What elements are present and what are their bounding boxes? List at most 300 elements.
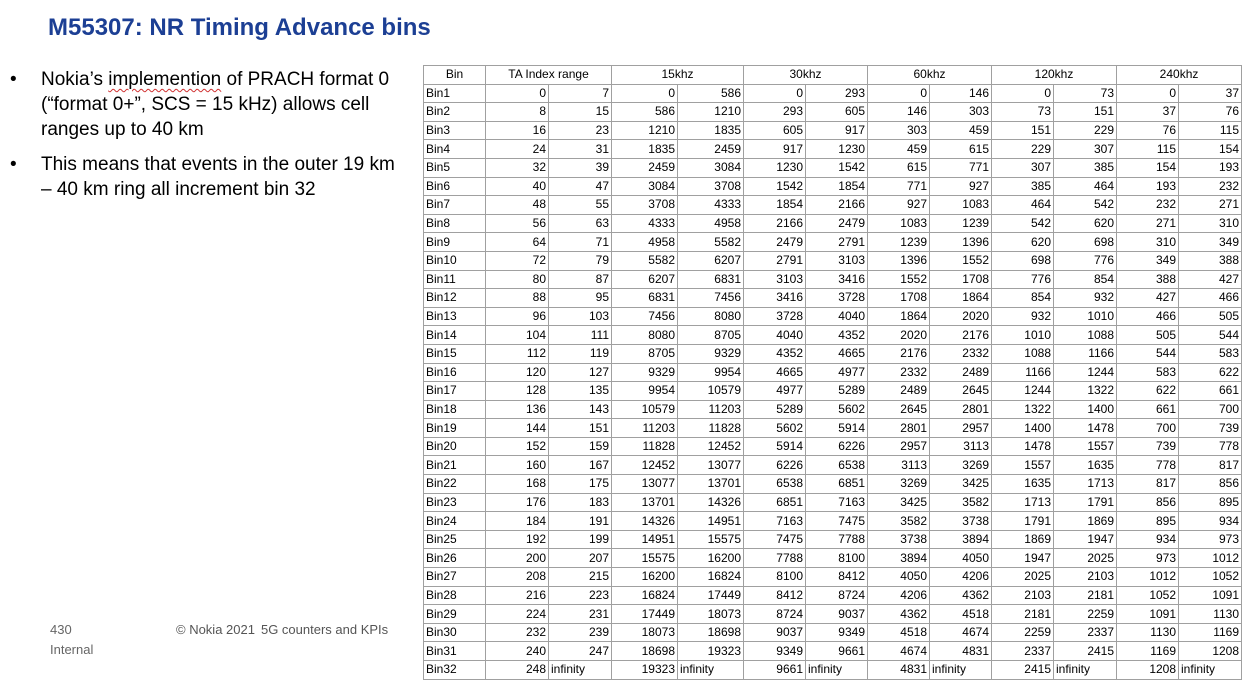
table-row: [424, 214, 1242, 233]
table-cell: 5582: [612, 251, 678, 270]
table-cell: 3425: [930, 475, 992, 494]
bin-label-cell: Bin16: [424, 363, 486, 382]
table-cell: 167: [549, 456, 612, 475]
bullet-marker: •: [10, 154, 17, 175]
table-cell: 1230: [744, 158, 806, 177]
table-cell: 146: [868, 103, 930, 122]
table-cell: 1947: [992, 549, 1054, 568]
table-cell: 16824: [612, 586, 678, 605]
bin-label-cell: Bin3: [424, 121, 486, 140]
table-cell: 3084: [678, 158, 744, 177]
table-cell: 8412: [806, 568, 868, 587]
table-cell: 2181: [992, 605, 1054, 624]
table-cell: 2176: [868, 344, 930, 363]
table-cell: 586: [678, 84, 744, 103]
bin-label-cell: Bin26: [424, 549, 486, 568]
table-cell: 700: [1179, 400, 1242, 419]
bullet-item: [10, 67, 410, 142]
table-cell: 0: [992, 84, 1054, 103]
table-cell: 160: [486, 456, 549, 475]
table-row: [424, 419, 1242, 438]
table-cell: 307: [992, 158, 1054, 177]
table-cell: 7788: [806, 530, 868, 549]
table-cell: 4665: [806, 344, 868, 363]
table-cell: 9329: [678, 344, 744, 363]
table-row: [424, 84, 1242, 103]
table-cell: 95: [549, 289, 612, 308]
table-cell: 542: [992, 214, 1054, 233]
table-cell: 2801: [868, 419, 930, 438]
table-cell: 459: [930, 121, 992, 140]
table-row: [424, 661, 1242, 680]
header-60khz: 60khz: [868, 66, 992, 85]
table-cell: 18698: [678, 623, 744, 642]
table-cell: 8100: [744, 568, 806, 587]
table-cell: 240: [486, 642, 549, 661]
table-cell: 1869: [1054, 512, 1117, 531]
table-cell: 9661: [744, 661, 806, 680]
table-cell: 1869: [992, 530, 1054, 549]
table-cell: 1322: [992, 400, 1054, 419]
table-cell: 4518: [930, 605, 992, 624]
table-cell: 6207: [612, 270, 678, 289]
table-cell: 1210: [612, 121, 678, 140]
table-cell: 349: [1179, 233, 1242, 252]
table-cell: 8080: [612, 326, 678, 345]
table-cell: 14326: [678, 493, 744, 512]
table-cell: 427: [1117, 289, 1179, 308]
table-cell: 127: [549, 363, 612, 382]
bin-label-cell: Bin8: [424, 214, 486, 233]
table-cell: 232: [486, 623, 549, 642]
table-cell: 583: [1179, 344, 1242, 363]
table-cell: 2020: [930, 307, 992, 326]
table-cell: 32: [486, 158, 549, 177]
table-cell: 854: [1054, 270, 1117, 289]
table-cell: 8705: [678, 326, 744, 345]
table-cell: 505: [1117, 326, 1179, 345]
table-cell: 4333: [678, 196, 744, 215]
table-cell: 183: [549, 493, 612, 512]
table-cell: 10579: [612, 400, 678, 419]
bin-label-cell: Bin32: [424, 661, 486, 680]
table-cell: 4518: [868, 623, 930, 642]
table-cell: 7163: [744, 512, 806, 531]
table-cell: 2479: [806, 214, 868, 233]
table-cell: 7456: [612, 307, 678, 326]
table-cell: 271: [1179, 196, 1242, 215]
table-cell: 771: [930, 158, 992, 177]
table-cell: 932: [1054, 289, 1117, 308]
table-cell: 193: [1117, 177, 1179, 196]
table-cell: 232: [1117, 196, 1179, 215]
table-cell: 4831: [930, 642, 992, 661]
table-row: [424, 307, 1242, 326]
table-cell: 152: [486, 437, 549, 456]
table-cell: 0: [1117, 84, 1179, 103]
table-cell: 12452: [678, 437, 744, 456]
bin-label-cell: Bin28: [424, 586, 486, 605]
bin-label-cell: Bin27: [424, 568, 486, 587]
table-cell: 7788: [744, 549, 806, 568]
table-cell: 248: [486, 661, 549, 680]
table-row: [424, 456, 1242, 475]
table-cell: 4958: [612, 233, 678, 252]
table-cell: 239: [549, 623, 612, 642]
table-cell: 9954: [678, 363, 744, 382]
table-cell: 1322: [1054, 382, 1117, 401]
table-cell: 464: [1054, 177, 1117, 196]
table-cell: 13701: [612, 493, 678, 512]
table-cell: 115: [1179, 121, 1242, 140]
table-cell: 310: [1179, 214, 1242, 233]
table-cell: 2332: [930, 344, 992, 363]
table-cell: 11203: [678, 400, 744, 419]
bullet-marker: •: [10, 69, 17, 90]
bin-label-cell: Bin31: [424, 642, 486, 661]
table-row: [424, 605, 1242, 624]
table-cell: 3728: [806, 289, 868, 308]
table-cell: 2176: [930, 326, 992, 345]
table-row: [424, 177, 1242, 196]
table-cell: 3582: [868, 512, 930, 531]
header-240khz: 240khz: [1117, 66, 1242, 85]
table-row: [424, 530, 1242, 549]
table-cell: 917: [744, 140, 806, 159]
table-cell: 151: [549, 419, 612, 438]
table-row: [424, 475, 1242, 494]
table-cell: 1244: [992, 382, 1054, 401]
bin-label-cell: Bin4: [424, 140, 486, 159]
table-cell: 973: [1179, 530, 1242, 549]
table-cell: 2166: [806, 196, 868, 215]
table-cell: 2259: [992, 623, 1054, 642]
table-cell: 1088: [992, 344, 1054, 363]
table-cell: 817: [1179, 456, 1242, 475]
table-cell: 2957: [868, 437, 930, 456]
table-cell: 293: [744, 103, 806, 122]
table-cell: 4050: [930, 549, 992, 568]
header-120khz: 120khz: [992, 66, 1117, 85]
table-cell: 427: [1179, 270, 1242, 289]
table-cell: 1052: [1117, 586, 1179, 605]
bullet-text-post: of PRACH format 0 (“format 0+”, SCS = 15 kHz) allows cell ranges up to 40 km: [41, 69, 390, 140]
table-cell: 14951: [612, 530, 678, 549]
table-cell: 4206: [868, 586, 930, 605]
table-cell: 1835: [678, 121, 744, 140]
table-cell: 17449: [612, 605, 678, 624]
table-cell: 307: [1054, 140, 1117, 159]
table-cell: 1478: [1054, 419, 1117, 438]
bullet-text-pre: Nokia’s: [41, 69, 109, 90]
table-cell: 3738: [868, 530, 930, 549]
table-cell: 64: [486, 233, 549, 252]
copyright-text: © Nokia 2021: [176, 622, 255, 637]
table-cell: 586: [612, 103, 678, 122]
table-cell: 4333: [612, 214, 678, 233]
table-cell: 2332: [868, 363, 930, 382]
table-cell: 9954: [612, 382, 678, 401]
table-cell: 1010: [992, 326, 1054, 345]
table-cell: 18073: [612, 623, 678, 642]
table-cell: 12452: [612, 456, 678, 475]
table-cell: 3582: [930, 493, 992, 512]
table-cell: 303: [930, 103, 992, 122]
table-cell: 895: [1179, 493, 1242, 512]
table-cell: 5602: [806, 400, 868, 419]
table-cell: 3425: [868, 493, 930, 512]
table-cell: 1708: [868, 289, 930, 308]
table-cell: 776: [1054, 251, 1117, 270]
table-cell: 349: [1117, 251, 1179, 270]
table-cell: 2259: [1054, 605, 1117, 624]
bin-label-cell: Bin21: [424, 456, 486, 475]
table-cell: 700: [1117, 419, 1179, 438]
table-cell: 8412: [744, 586, 806, 605]
table-cell: 10579: [678, 382, 744, 401]
table-cell: 2415: [1054, 642, 1117, 661]
table-cell: 6831: [678, 270, 744, 289]
table-cell: 3084: [612, 177, 678, 196]
table-cell: 120: [486, 363, 549, 382]
table-cell: 1400: [1054, 400, 1117, 419]
table-cell: 1635: [992, 475, 1054, 494]
table-cell: 73: [992, 103, 1054, 122]
table-cell: 37: [1179, 84, 1242, 103]
table-cell: 615: [868, 158, 930, 177]
table-cell: 661: [1117, 400, 1179, 419]
table-cell: 1091: [1179, 586, 1242, 605]
table-cell: 8705: [612, 344, 678, 363]
bin-label-cell: Bin11: [424, 270, 486, 289]
table-row: [424, 344, 1242, 363]
table-row: [424, 437, 1242, 456]
table-row: [424, 400, 1242, 419]
table-cell: 159: [549, 437, 612, 456]
table-cell: 1713: [992, 493, 1054, 512]
footer-copyright: [176, 622, 388, 637]
table-cell: 1864: [868, 307, 930, 326]
table-cell: 1239: [930, 214, 992, 233]
table-cell: 7: [549, 84, 612, 103]
table-cell: 143: [549, 400, 612, 419]
table-cell: 3708: [612, 196, 678, 215]
table-row: [424, 382, 1242, 401]
table-cell: 11203: [612, 419, 678, 438]
table-cell: 2020: [868, 326, 930, 345]
table-cell: 207: [549, 549, 612, 568]
table-cell: 23: [549, 121, 612, 140]
table-cell: 8724: [806, 586, 868, 605]
table-cell: 3416: [806, 270, 868, 289]
table-cell: 1542: [744, 177, 806, 196]
table-cell: 1400: [992, 419, 1054, 438]
table-cell: 1552: [930, 251, 992, 270]
table-row: [424, 121, 1242, 140]
bin-label-cell: Bin23: [424, 493, 486, 512]
table-cell: 191: [549, 512, 612, 531]
bin-label-cell: Bin15: [424, 344, 486, 363]
bin-label-cell: Bin10: [424, 251, 486, 270]
table-cell: 3708: [678, 177, 744, 196]
table-cell: 4040: [806, 307, 868, 326]
table-cell: 151: [1054, 103, 1117, 122]
table-cell: 6226: [806, 437, 868, 456]
table-cell: 303: [868, 121, 930, 140]
table-row: [424, 270, 1242, 289]
table-cell: 778: [1117, 456, 1179, 475]
table-cell: 620: [1054, 214, 1117, 233]
table-cell: 175: [549, 475, 612, 494]
bin-label-cell: Bin12: [424, 289, 486, 308]
table-cell: 1552: [868, 270, 930, 289]
table-cell: 1166: [992, 363, 1054, 382]
table-cell: 6851: [744, 493, 806, 512]
table-cell: 973: [1117, 549, 1179, 568]
bin-label-cell: Bin14: [424, 326, 486, 345]
table-cell: 151: [992, 121, 1054, 140]
bullet-item: [10, 152, 410, 202]
table-cell: 24: [486, 140, 549, 159]
table-cell: 8080: [678, 307, 744, 326]
table-cell: 1478: [992, 437, 1054, 456]
table-cell: 1012: [1179, 549, 1242, 568]
table-cell: 14951: [678, 512, 744, 531]
table-cell: 7475: [744, 530, 806, 549]
table-cell: 119: [549, 344, 612, 363]
table-cell: 103: [549, 307, 612, 326]
table-cell: 112: [486, 344, 549, 363]
table-cell: 1088: [1054, 326, 1117, 345]
bullet-list: [10, 67, 410, 212]
table-row: [424, 140, 1242, 159]
table-cell: 542: [1054, 196, 1117, 215]
table-cell: 2489: [868, 382, 930, 401]
table-cell: 3894: [868, 549, 930, 568]
table-cell: 1557: [1054, 437, 1117, 456]
table-cell: 19323: [678, 642, 744, 661]
table-cell: 13701: [678, 475, 744, 494]
bin-label-cell: Bin5: [424, 158, 486, 177]
table-cell: 1083: [868, 214, 930, 233]
table-cell: 3113: [930, 437, 992, 456]
table-cell: 771: [868, 177, 930, 196]
table-cell: 661: [1179, 382, 1242, 401]
table-cell: 4362: [868, 605, 930, 624]
table-cell: 40: [486, 177, 549, 196]
table-cell: 1169: [1117, 642, 1179, 661]
table-cell: 2025: [992, 568, 1054, 587]
table-cell: 5289: [744, 400, 806, 419]
table-cell: 934: [1179, 512, 1242, 531]
table-cell: 136: [486, 400, 549, 419]
bin-label-cell: Bin6: [424, 177, 486, 196]
table-cell: 3113: [868, 456, 930, 475]
table-cell: 9037: [744, 623, 806, 642]
table-cell: 1854: [744, 196, 806, 215]
table-cell: 4665: [744, 363, 806, 382]
table-cell: 1557: [992, 456, 1054, 475]
table-row: [424, 196, 1242, 215]
table-cell: 1947: [1054, 530, 1117, 549]
table-body: [424, 84, 1242, 679]
table-cell: 104: [486, 326, 549, 345]
table-cell: 3269: [868, 475, 930, 494]
table-row: [424, 289, 1242, 308]
table-cell: 2103: [1054, 568, 1117, 587]
table-cell: 154: [1179, 140, 1242, 159]
table-cell: 544: [1117, 344, 1179, 363]
table-cell: 1130: [1117, 623, 1179, 642]
table-cell: 1083: [930, 196, 992, 215]
table-cell: 8: [486, 103, 549, 122]
classification-label: Internal: [50, 642, 94, 657]
table-cell: 544: [1179, 326, 1242, 345]
spellcheck-word: implemention: [108, 69, 222, 90]
table-cell: 16200: [612, 568, 678, 587]
table-cell: 76: [1179, 103, 1242, 122]
table-cell: 7475: [806, 512, 868, 531]
table-cell: 622: [1117, 382, 1179, 401]
table-cell: 2801: [930, 400, 992, 419]
table-cell: 854: [992, 289, 1054, 308]
table-cell: 3416: [744, 289, 806, 308]
table-cell: 583: [1117, 363, 1179, 382]
table-cell: 16: [486, 121, 549, 140]
table-cell: 2791: [744, 251, 806, 270]
table-cell: 8100: [806, 549, 868, 568]
table-cell: 193: [1179, 158, 1242, 177]
bin-label-cell: Bin7: [424, 196, 486, 215]
table-cell: 4977: [806, 363, 868, 382]
table-row: [424, 568, 1242, 587]
table-cell: 464: [992, 196, 1054, 215]
table-cell: 310: [1117, 233, 1179, 252]
table-cell: 5602: [744, 419, 806, 438]
table-cell: 168: [486, 475, 549, 494]
table-cell: 144: [486, 419, 549, 438]
bin-label-cell: Bin24: [424, 512, 486, 531]
table-cell: 199: [549, 530, 612, 549]
table-cell: 2166: [744, 214, 806, 233]
table-cell: 6831: [612, 289, 678, 308]
timing-advance-table: [423, 65, 1242, 680]
table-cell: 247: [549, 642, 612, 661]
table-cell: 200: [486, 549, 549, 568]
table-cell: 55: [549, 196, 612, 215]
table-cell: 19323: [612, 661, 678, 680]
table-cell: 5289: [806, 382, 868, 401]
table-cell: 13077: [678, 456, 744, 475]
table-cell: 14326: [612, 512, 678, 531]
table-row: [424, 512, 1242, 531]
table-cell: 1091: [1117, 605, 1179, 624]
table-cell: 6207: [678, 251, 744, 270]
table-row: [424, 642, 1242, 661]
table-cell: 1635: [1054, 456, 1117, 475]
table-row: [424, 103, 1242, 122]
bin-label-cell: Bin30: [424, 623, 486, 642]
bin-label-cell: Bin1: [424, 84, 486, 103]
table-cell: 2337: [1054, 623, 1117, 642]
table-cell: 208: [486, 568, 549, 587]
table-cell: 1396: [930, 233, 992, 252]
table-cell: 9329: [612, 363, 678, 382]
table-cell: 856: [1179, 475, 1242, 494]
table-cell: 79: [549, 251, 612, 270]
table-cell: 4040: [744, 326, 806, 345]
table-cell: 4958: [678, 214, 744, 233]
